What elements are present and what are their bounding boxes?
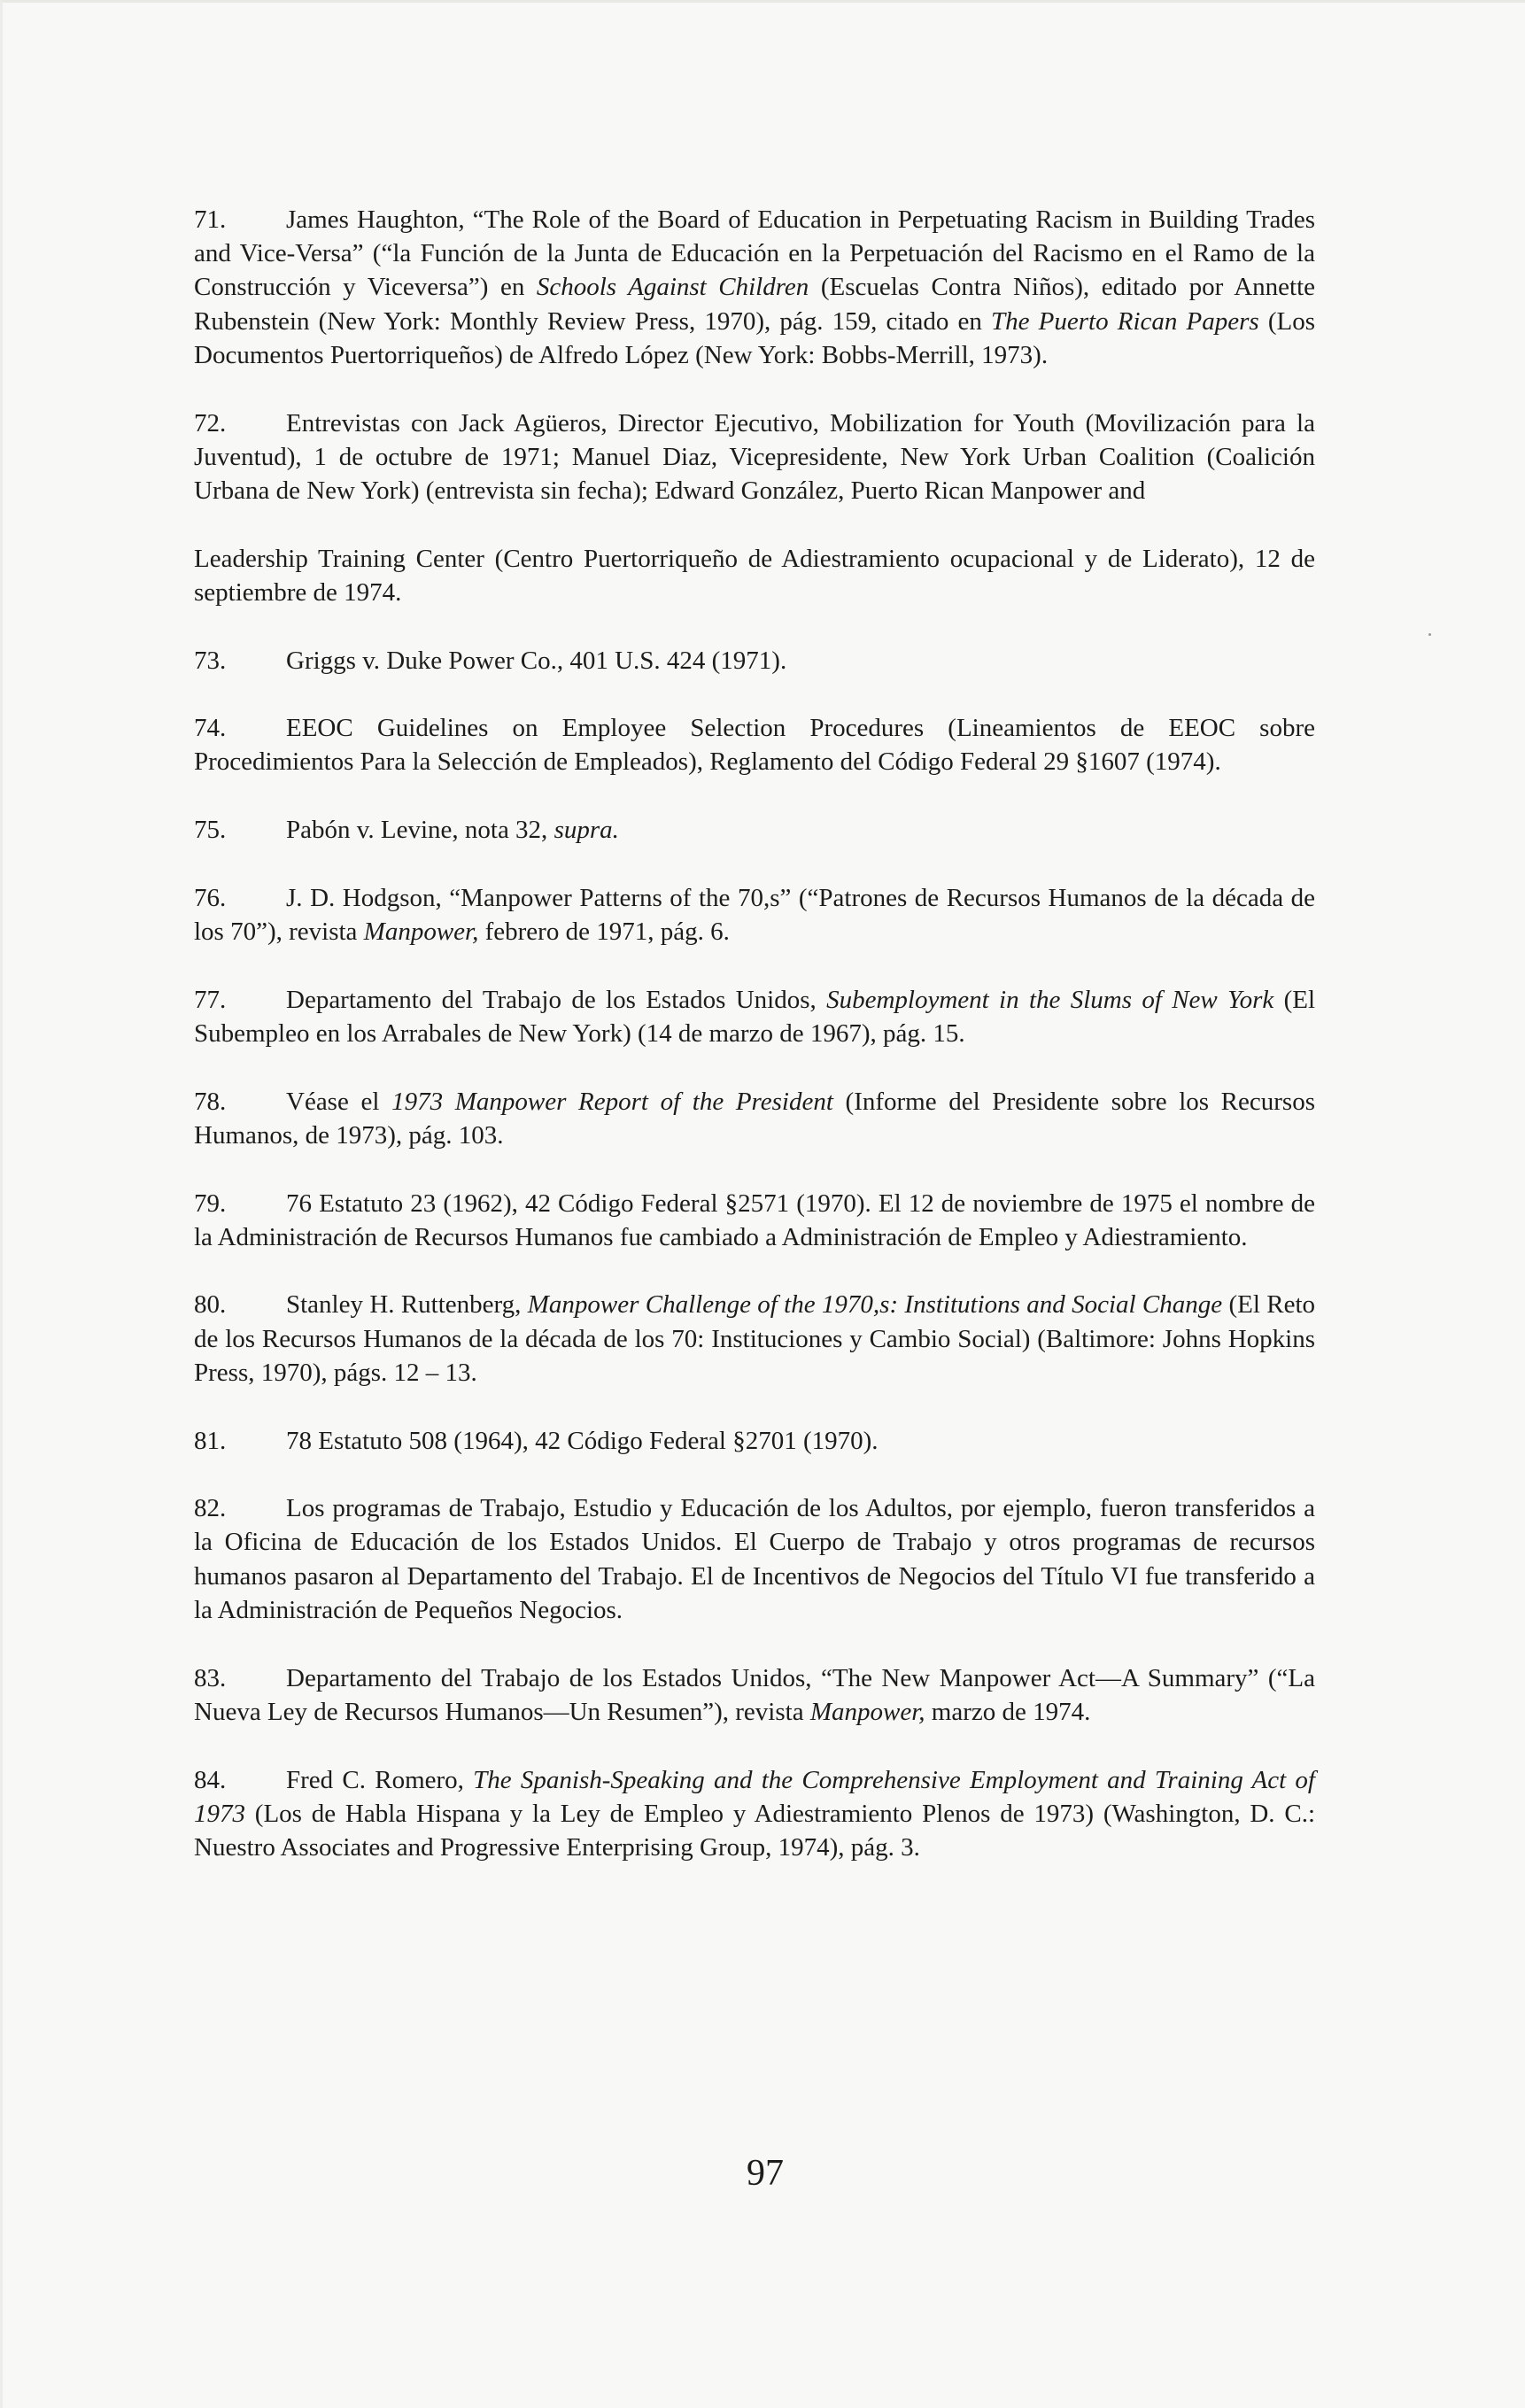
note-title: The Puerto Rican Papers <box>991 306 1259 336</box>
note-number: 74. <box>194 714 227 743</box>
note-number: 80. <box>194 1290 227 1320</box>
note-text: Stanley H. Ruttenberg, <box>286 1290 528 1320</box>
note-text: Departamento del Trabajo de los Estados Unidos, “The New Manpower Act—A Summary” (“La Nueva Ley de Recursos Humanos—Un Resumen”), revista <box>194 1663 1315 1726</box>
note-number: 79. <box>194 1189 227 1218</box>
note-number: 77. <box>194 985 227 1014</box>
note-text: (Los Documentos Puertorriqueños) de Alfredo López (New York: Bobbs-Merrill, 1973). <box>194 306 1315 369</box>
note-text: (El Subempleo en los Arrabales de New York) (14 de marzo de 1967), pág. 15. <box>194 985 1315 1048</box>
note-number: 71. <box>194 205 227 234</box>
note-title: The Spanish-Speaking and the Comprehensive Employment and Training Act of 1973 <box>194 1765 1315 1828</box>
note-text: James Haughton, “The Role of the Board of Education in Perpetuating Racism in Building Trades and Vice-Versa” (“la Función de la Junta de Educación en la Perpetuación del Racismo en el Ramo de la Construcción y Viceversa”) en <box>194 205 1315 302</box>
note-71 <box>194 203 1315 372</box>
scan-speck <box>1428 633 1431 636</box>
note-title: supra. <box>553 816 619 845</box>
note-title: Subemployment in the Slums of New York <box>826 985 1274 1014</box>
note-81 <box>194 1424 1315 1458</box>
note-number: 82. <box>194 1494 227 1523</box>
note-82 <box>194 1491 1315 1627</box>
note-83 <box>194 1661 1315 1729</box>
note-title: Manpower, <box>363 918 479 947</box>
note-80 <box>194 1288 1315 1390</box>
note-title: Manpower, <box>809 1697 925 1726</box>
note-77 <box>194 983 1315 1050</box>
note-text: febrero de 1971, pág. 6. <box>478 918 730 947</box>
note-text: Griggs v. Duke Power Co., 401 U.S. 424 (1971). <box>286 646 787 675</box>
note-73 <box>194 644 1315 677</box>
note-78 <box>194 1085 1315 1152</box>
note-text: Departamento del Trabajo de los Estados Unidos, <box>286 985 827 1014</box>
note-79 <box>194 1187 1315 1254</box>
note-text: 76 Estatuto 23 (1962), 42 Código Federal §2571 (1970). El 12 de noviembre de 1975 el nombre de la Administración de Recursos Humanos fue cambiado a Administración de Empleo y Adiestramiento. <box>194 1189 1315 1251</box>
note-76 <box>194 881 1315 948</box>
note-72-continuation: Leadership Training Center (Centro Puertorriqueño de Adiestramiento ocupacional y de Liderato), 12 de septiembre de 1974. <box>194 544 1315 607</box>
note-text: (Escuelas Contra Niños), editado por Annette Rubenstein (New York: Monthly Review Press, 1970), pág. 159, citado en <box>194 273 1316 336</box>
note-74 <box>194 711 1315 778</box>
note-text: (Los de Habla Hispana y la Ley de Empleo y Adiestramiento Plenos de 1973) (Washington, D. C.: Nuestro Associates and Progressive Enterprising Group, 1974), pág. 3. <box>194 1799 1315 1862</box>
note-72 <box>194 406 1315 508</box>
note-number: 72. <box>194 408 227 437</box>
notes-column <box>194 203 1315 1899</box>
page-number: 97 <box>747 2153 784 2194</box>
note-number: 73. <box>194 646 227 675</box>
note-number: 84. <box>194 1765 227 1794</box>
note-text: (El Reto de los Recursos Humanos de la década de los 70: Instituciones y Cambio Social) (Baltimore: Johns Hopkins Press, 1970), págs. 12 – 13. <box>194 1290 1315 1387</box>
note-text: Véase el <box>286 1087 392 1116</box>
note-text: Fred C. Romero, <box>286 1765 474 1794</box>
note-text: Pabón v. Levine, nota 32, <box>286 816 554 845</box>
note-text: Entrevistas con Jack Agüeros, Director Ejecutivo, Mobilization for Youth (Movilización para la Juventud), 1 de octubre de 1971; Manuel Diaz, Vicepresidente, New York Urban Coalition (Coalición Urbana de New York) (entrevista sin fecha); Edward González, Puerto Rican Manpower and <box>194 408 1315 505</box>
note-text: (Informe del Presidente sobre los Recursos Humanos, de 1973), pág. 103. <box>194 1087 1316 1150</box>
note-text: EEOC Guidelines on Employee Selection Procedures (Lineamientos de EEOC sobre Procedimientos Para la Selección de Empleados), Reglamento del Código Federal 29 §1607 (1974). <box>194 714 1315 777</box>
note-title: Manpower Challenge of the 1970,s: Institutions and Social Change <box>527 1290 1223 1320</box>
note-75 <box>194 813 1315 847</box>
note-number: 83. <box>194 1663 227 1692</box>
note-text: J. D. Hodgson, “Manpower Patterns of the 70,s” (“Patrones de Recursos Humanos de la década de los 70”), revista <box>194 883 1315 947</box>
note-title: 1973 Manpower Report of the President <box>391 1087 833 1116</box>
note-number: 81. <box>194 1426 227 1455</box>
note-text: marzo de 1974. <box>925 1697 1091 1726</box>
note-text: Los programas de Trabajo, Estudio y Educación de los Adultos, por ejemplo, fueron transferidos a la Oficina de Educación de los Estados Unidos. El Cuerpo de Trabajo y otros programas de recursos humanos pasaron al Departamento del Trabajo. El de Incentivos de Negocios del Título VI fue transferido a la Administración de Pequeños Negocios. <box>194 1494 1315 1624</box>
note-number: 75. <box>194 816 227 845</box>
note-number: 76. <box>194 883 227 912</box>
note-84 <box>194 1763 1315 1865</box>
note-title: Schools Against Children <box>536 273 809 302</box>
note-text: 78 Estatuto 508 (1964), 42 Código Federal §2701 (1970). <box>286 1426 879 1455</box>
note-number: 78. <box>194 1087 227 1116</box>
